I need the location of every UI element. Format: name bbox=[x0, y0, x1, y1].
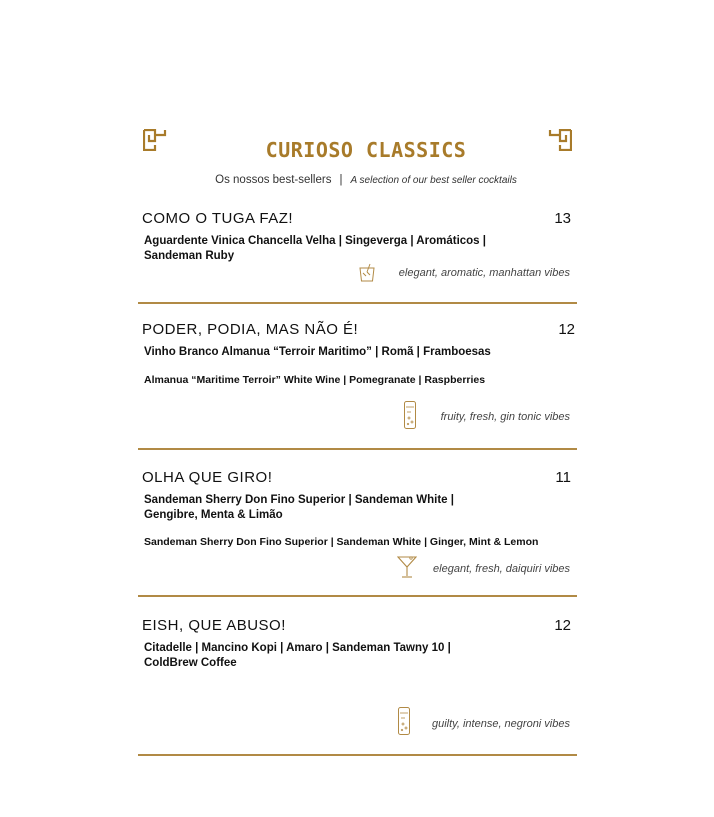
menu-item bbox=[138, 321, 577, 433]
item-name: OLHA QUE GIRO! bbox=[142, 469, 273, 486]
subtitle-portuguese: Os nossos best-sellers bbox=[215, 174, 332, 186]
item-vibe: fruity, fresh, gin tonic vibes bbox=[440, 411, 570, 423]
item-vibe: elegant, aromatic, manhattan vibes bbox=[398, 267, 570, 279]
menu-item bbox=[138, 469, 577, 581]
item-name: PODER, PODIA, MAS NÃO É! bbox=[142, 321, 359, 338]
item-vibe: elegant, fresh, daiquiri vibes bbox=[433, 563, 570, 575]
divider bbox=[138, 595, 577, 597]
item-name: COMO O TUGA FAZ! bbox=[142, 210, 294, 227]
divider bbox=[138, 302, 577, 304]
item-name: EISH, QUE ABUSO! bbox=[142, 617, 286, 634]
item-ingredients: Citadelle | Mancino Kopi | Amaro | Sandeman Tawny 10 | ColdBrew Coffee bbox=[144, 642, 451, 669]
item-ingredients-english: Sandeman Sherry Don Fino Superior | Sandeman White | Ginger, Mint & Lemon bbox=[144, 536, 539, 548]
divider bbox=[138, 448, 577, 450]
rocks-glass-icon bbox=[358, 263, 376, 283]
item-ingredients: Sandeman Sherry Don Fino Superior | Sandeman White | Gengibre, Menta & Limão bbox=[144, 494, 454, 521]
subtitle-separator: | bbox=[339, 174, 343, 186]
item-price: 12 bbox=[558, 321, 575, 338]
item-ingredients-english: Almanua “Maritime Terroir” White Wine | Pomegranate | Raspberries bbox=[144, 374, 486, 386]
menu-item bbox=[138, 210, 577, 290]
item-price: 13 bbox=[554, 210, 571, 227]
martini-glass-icon bbox=[397, 555, 417, 579]
page-title: CURIOSO CLASSICS bbox=[265, 138, 467, 162]
item-price: 11 bbox=[555, 469, 571, 486]
subtitle-english: A selection of our best seller cocktails bbox=[350, 175, 517, 186]
item-price: 12 bbox=[554, 617, 571, 634]
item-vibe: guilty, intense, negroni vibes bbox=[432, 718, 570, 730]
item-ingredients: Aguardente Vinica Chancella Velha | Singeverga | Aromáticos | Sandeman Ruby bbox=[144, 235, 486, 262]
highball-glass-icon bbox=[397, 706, 411, 736]
divider bbox=[138, 754, 577, 756]
menu-item bbox=[138, 617, 577, 742]
page-subtitle bbox=[0, 174, 714, 186]
highball-glass-icon bbox=[403, 400, 417, 430]
item-ingredients: Vinho Branco Almanua “Terroir Maritimo” | Romã | Framboesas bbox=[144, 346, 491, 358]
